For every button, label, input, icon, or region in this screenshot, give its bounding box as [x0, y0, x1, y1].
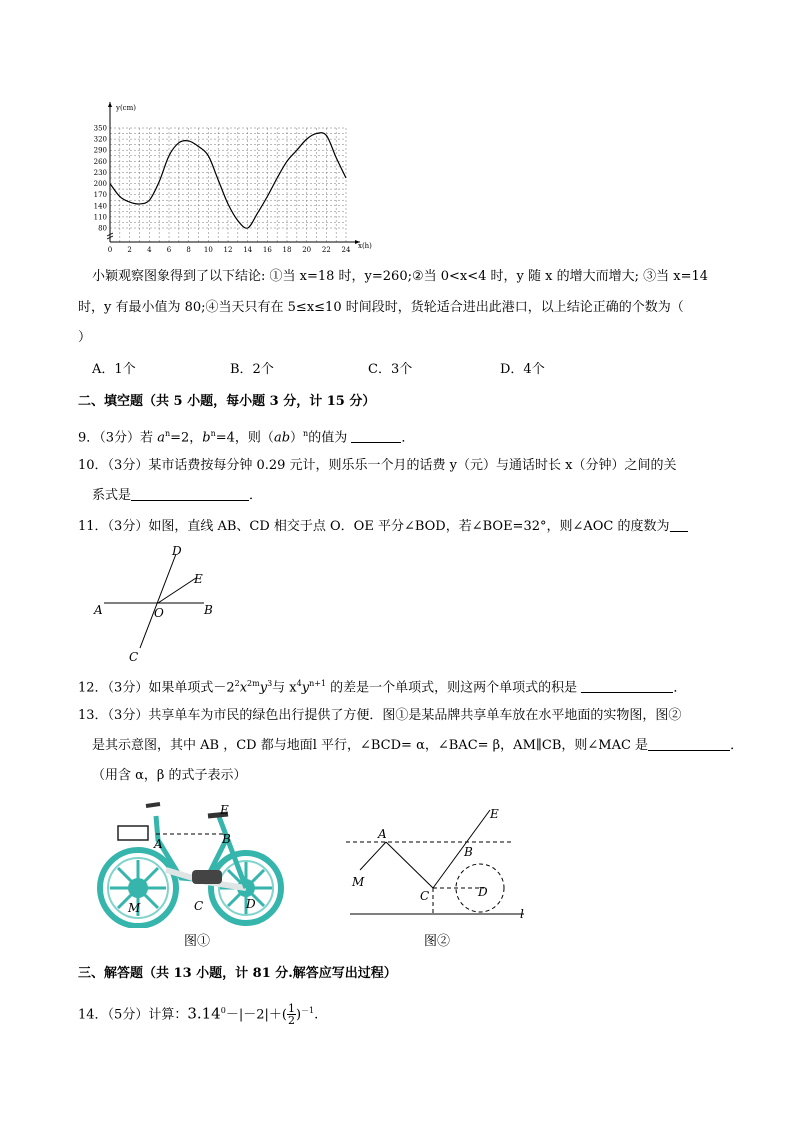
label-b: B — [204, 603, 213, 617]
y-tick-label: 170 — [93, 191, 107, 200]
q12-answer-blank[interactable] — [581, 678, 673, 693]
label-b: B — [222, 832, 231, 846]
label-e: E — [220, 803, 229, 817]
tide-chart — [88, 98, 388, 254]
chart-axes — [107, 102, 360, 244]
label-d: D — [246, 897, 256, 911]
label-l: l — [520, 907, 524, 921]
label-a: A — [94, 603, 103, 617]
x-tick-label: 22 — [321, 246, 331, 254]
question-11: 11．（3分）如图，直线 AB、CD 相交于点 O．OE 平分∠BOD，若∠BOE=32°，则∠AOC 的度数为 — [78, 517, 688, 537]
label-a: A — [154, 837, 163, 851]
figure-13-bicycle — [96, 800, 296, 928]
x-tick-label: 18 — [282, 246, 292, 254]
x-axis-label: x(h) — [358, 242, 372, 250]
x-tick-label: 24 — [341, 246, 351, 254]
label-c: C — [129, 650, 139, 664]
section-3-heading: 三、解答题（共 13 小题，计 81 分.解答应写出过程） — [78, 966, 397, 981]
question-14: 14．（5分）计算：$3.14^0-|-2|+$( $\frac{1}{2}$ )$^{-1}$. — [78, 1002, 319, 1028]
x-tick-label: 2 — [127, 246, 132, 254]
q9-answer-blank[interactable] — [351, 428, 401, 443]
x-tick-label: 8 — [186, 246, 191, 254]
y-tick-label: 110 — [93, 213, 107, 222]
x-tick-label: 6 — [166, 246, 172, 254]
y-tick-label: 320 — [93, 135, 107, 144]
label-c: C — [420, 889, 430, 903]
q8-option-a[interactable]: A．1个 — [92, 362, 136, 377]
x-tick-label: 0 — [107, 246, 113, 254]
x-tick-label: 10 — [203, 246, 213, 254]
q13-line2: 是其示意图，其中 AB ，CD 都与地面l 平行，∠BCD= α，∠BAC= β，AM∥CB，则∠MAC 是 ． — [92, 738, 744, 753]
q10-answer-blank[interactable] — [131, 486, 249, 501]
label-a: A — [378, 827, 387, 841]
x-tick-label: 4 — [147, 246, 152, 254]
q8-option-b[interactable]: B．2个 — [230, 362, 274, 377]
label-d: D — [172, 544, 182, 558]
q8-option-c[interactable]: C．3个 — [368, 362, 413, 377]
x-tick-label: 20 — [302, 246, 312, 254]
label-m: M — [352, 875, 365, 889]
label-m: M — [128, 901, 141, 915]
y-tick-label: 140 — [93, 202, 107, 211]
x-tick-label: 16 — [262, 246, 272, 254]
chart-grid — [110, 128, 346, 242]
y-axis-arrow — [108, 102, 112, 107]
y-axis-label: y(cm) — [116, 104, 136, 112]
y-tick-label: 260 — [93, 157, 107, 166]
x-tick-label: 12 — [223, 246, 233, 254]
figure-13-caption-1: 图① — [184, 934, 211, 949]
question-12: 12．（3分）如果单项式$-2^2x^{2m}y^3$与 $x^4y^{n+1}$ 的差是一个单项式，则这两个单项式的积是 ． — [78, 679, 687, 696]
q8-line2: 时，y 有最小值为 80;④当天只有在 5≤x≤10 时间段时，货轮适合进出此港口，以上结论正确的个数为（ — [78, 300, 684, 315]
section-2-heading: 二、填空题（共 5 小题，每小题 3 分，计 15 分） — [78, 394, 376, 409]
q8-option-d[interactable]: D．4个 — [500, 362, 545, 377]
label-o: O — [154, 606, 164, 620]
q13-line3: （用含 α，β 的式子表示） — [92, 768, 247, 783]
y-tick-label: 350 — [93, 124, 107, 133]
q13-line1: 13．（3分）共享单车为市民的绿色出行提供了方便．图①是某品牌共享单车放在水平地面的实物图，图② — [78, 708, 682, 723]
label-d: D — [478, 885, 488, 899]
y-tick-label: 80 — [98, 224, 107, 233]
figure-13-caption-2: 图② — [424, 934, 451, 949]
y-tick-label: 230 — [93, 168, 107, 177]
question-9: 9．（3分）若 $a^n=2$，$b^n=4$，则（ab）$^n$的值为 ． — [78, 429, 415, 446]
y-tick-label: 290 — [93, 146, 107, 155]
q10-line2: 系式是 ． — [92, 488, 263, 503]
y-tick-label: 200 — [93, 180, 107, 189]
q13-answer-blank[interactable] — [648, 736, 730, 751]
q10-line1: 10．（3分）某市话费按每分钟 0.29 元计，则乐乐一个月的话费 y（元）与通话时长 x（分钟）之间的关 — [78, 458, 677, 473]
figure-13-schematic — [344, 804, 534, 922]
figure-11 — [92, 542, 222, 668]
q11-answer-blank[interactable] — [670, 517, 688, 532]
q8-line1: 小颖观察图象得到了以下结论: ①当 x=18 时，y=260;②当 0<x<4 时，y 随 x 的增大而增大; ③当 x=14 — [92, 269, 709, 284]
label-e: E — [194, 572, 203, 586]
label-b: B — [464, 845, 473, 859]
q8-line3: ） — [78, 330, 92, 345]
x-tick-label: 14 — [243, 246, 253, 254]
label-c: C — [194, 899, 204, 913]
label-e: E — [490, 807, 499, 821]
